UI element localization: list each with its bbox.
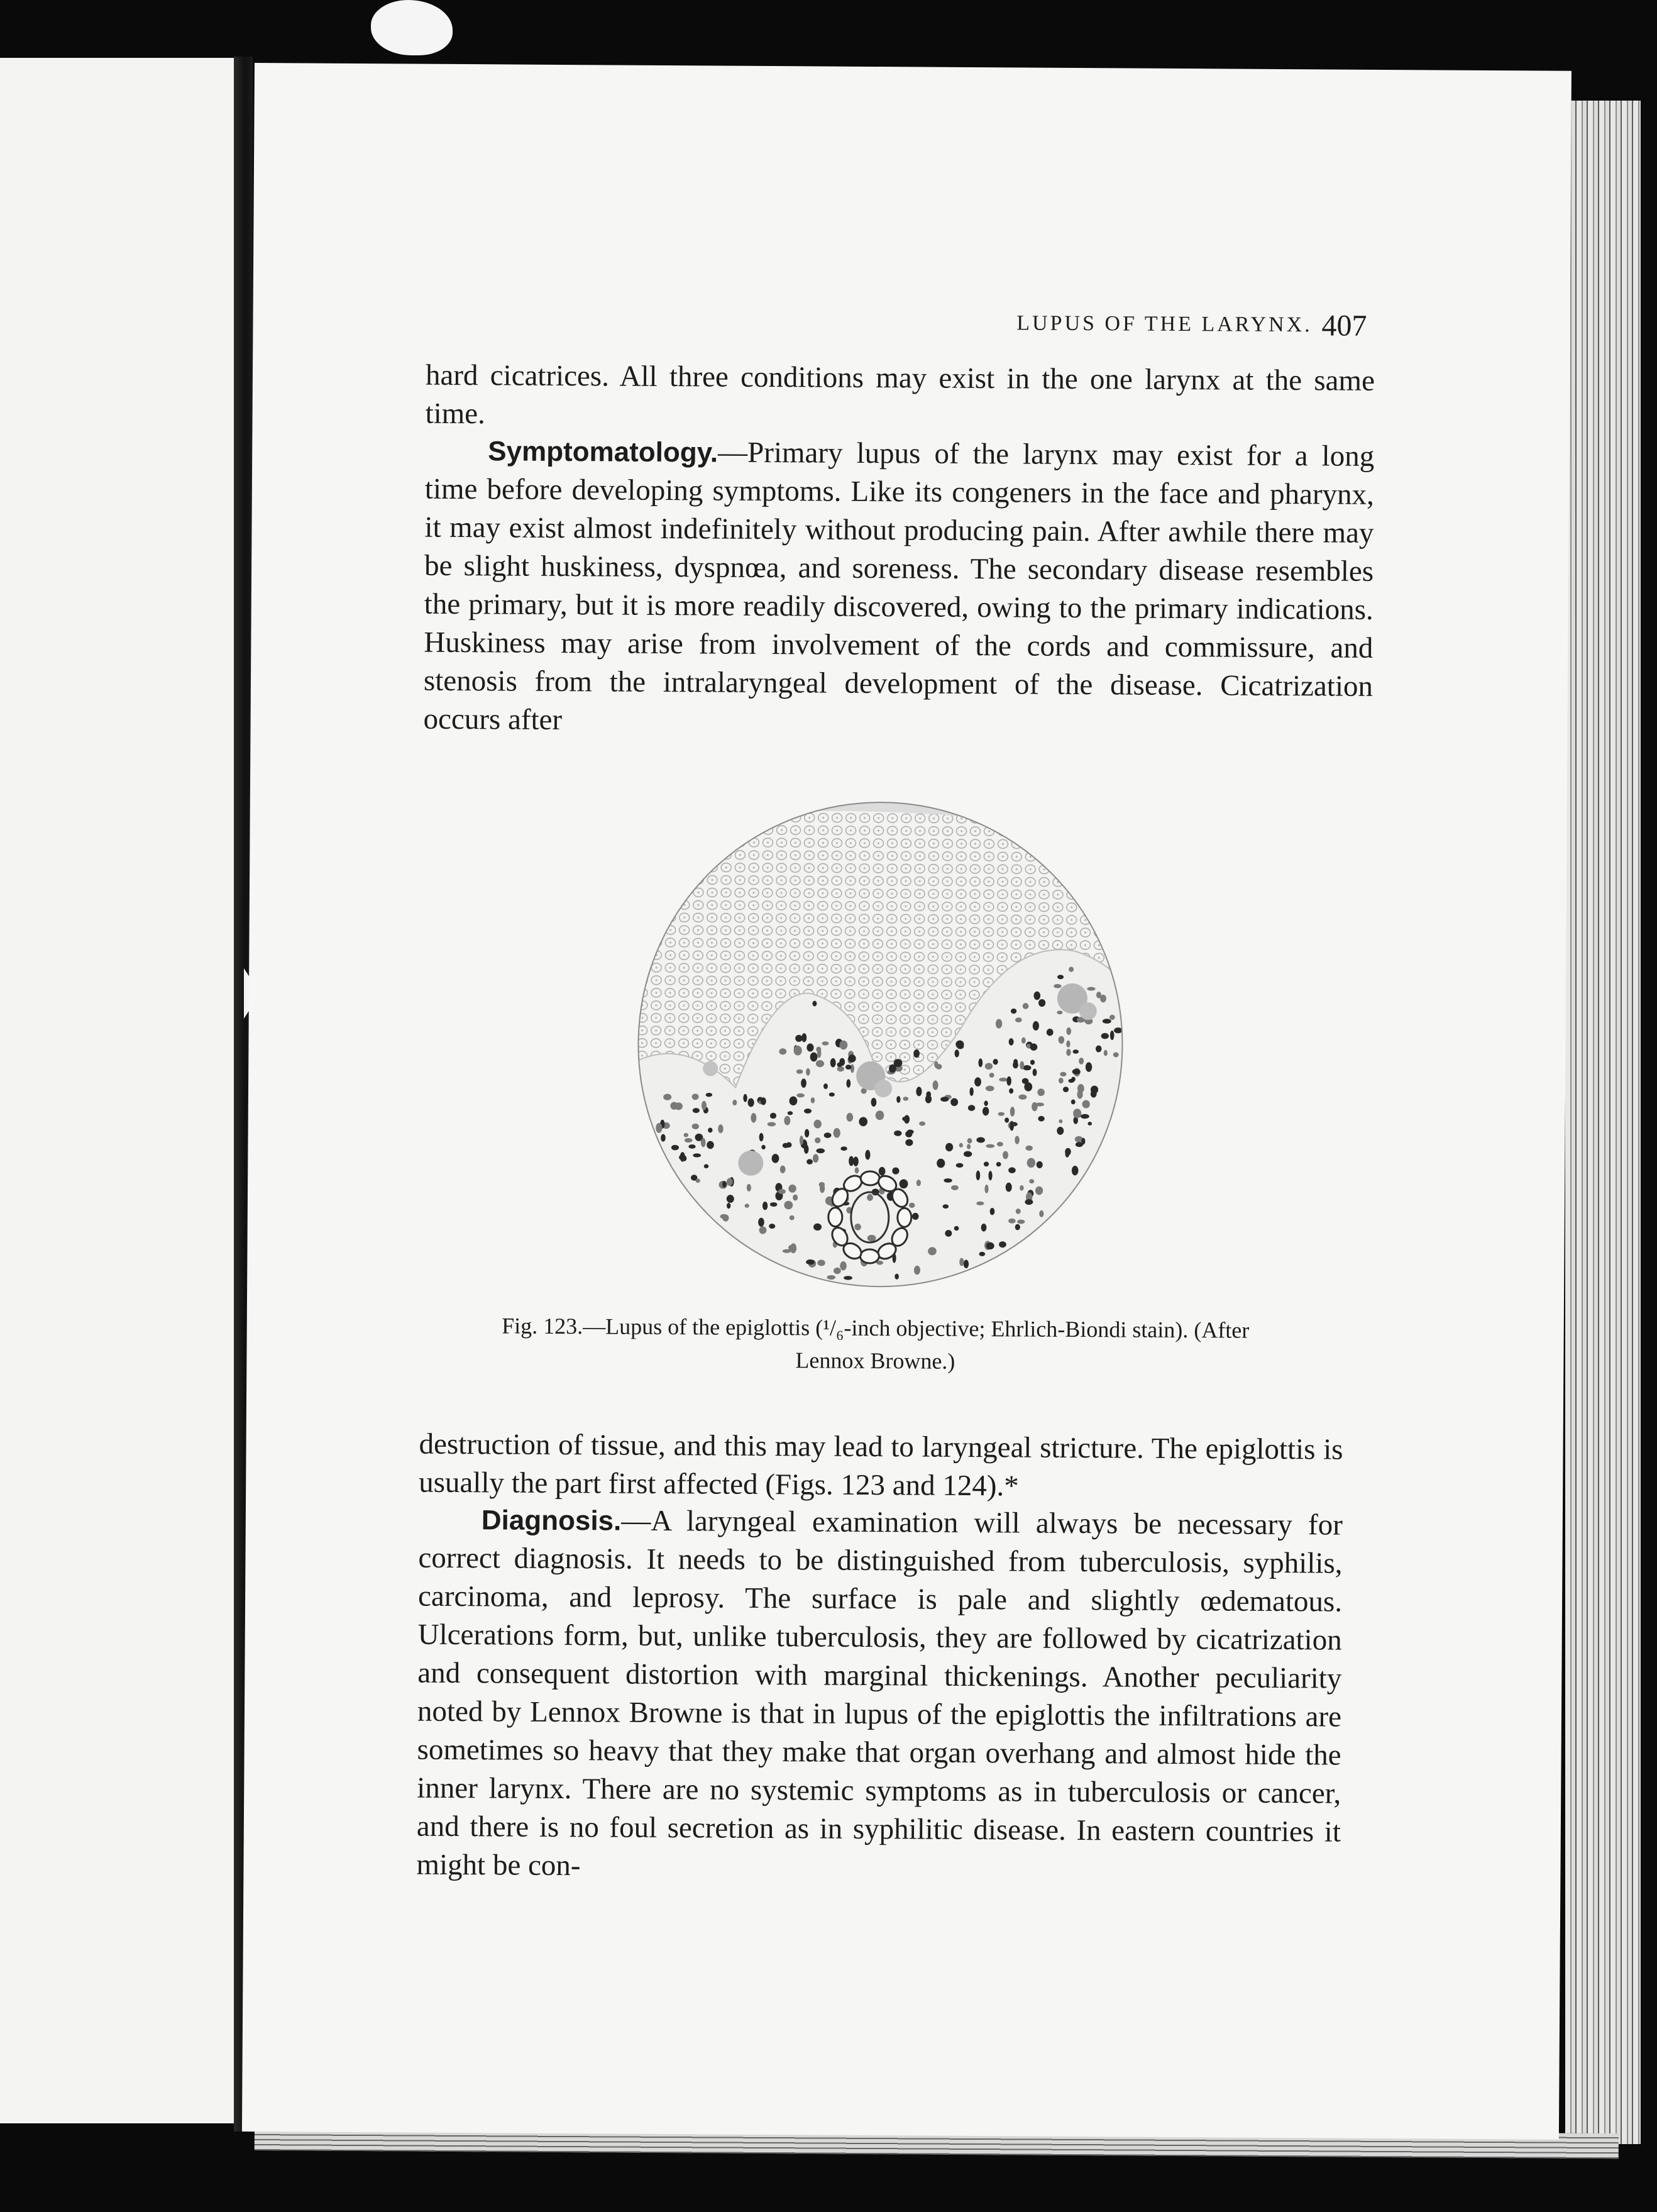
cell-nucleus: [871, 1098, 876, 1107]
cell-nucleus: [1066, 1027, 1071, 1035]
cell-nucleus: [1008, 1167, 1016, 1173]
cell-nucleus: [1027, 1044, 1031, 1048]
cell-nucleus: [900, 1179, 908, 1188]
page-edges: [1565, 101, 1641, 2144]
cell-nucleus: [1096, 1046, 1102, 1053]
cell-nucleus: [1068, 1079, 1074, 1083]
cell-nucleus: [813, 1224, 822, 1230]
cell-nucleus: [1033, 992, 1040, 1000]
cell-nucleus: [967, 1138, 972, 1144]
right-page: [242, 63, 1572, 2140]
cell-nucleus: [770, 1202, 778, 1207]
cell-nucleus: [894, 1131, 901, 1136]
cell-nucleus: [979, 1252, 985, 1256]
cell-nucleus: [1013, 1061, 1018, 1068]
cell-nucleus: [834, 1268, 841, 1274]
cell-nucleus: [984, 1101, 988, 1106]
cell-nucleus: [661, 1134, 666, 1142]
cell-nucleus: [916, 1087, 922, 1096]
page-number: 407: [1321, 309, 1367, 343]
cell-nucleus: [1030, 1043, 1038, 1050]
cell-nucleus: [806, 1159, 813, 1164]
cell-nucleus: [909, 1203, 915, 1208]
cell-nucleus: [720, 1214, 727, 1219]
cell-nucleus: [1072, 1049, 1079, 1054]
cell-nucleus: [919, 1121, 925, 1125]
cell-nucleus: [722, 1181, 726, 1188]
cell-nucleus: [1011, 1009, 1016, 1014]
cell-nucleus: [732, 1100, 737, 1105]
running-head: LUPUS OF THE LARYNX.: [1016, 311, 1313, 337]
cell-nucleus: [1003, 1151, 1008, 1159]
cell-nucleus: [1057, 975, 1064, 979]
cell-nucleus: [984, 1161, 989, 1166]
cell-nucleus: [1066, 1049, 1071, 1056]
cell-nucleus: [1059, 1078, 1064, 1083]
cell-nucleus: [1072, 1069, 1081, 1075]
cell-nucleus: [840, 1146, 847, 1151]
cell-nucleus: [1015, 1224, 1020, 1230]
cell-nucleus: [706, 1093, 713, 1097]
cell-nucleus: [867, 1235, 876, 1242]
gland-cell: [860, 1249, 879, 1263]
cell-nucleus: [747, 1098, 754, 1107]
cell-nucleus: [824, 1132, 832, 1138]
cell-nucleus: [692, 1124, 699, 1129]
figure-caption: [466, 1309, 1284, 1380]
cell-nucleus: [917, 1180, 921, 1186]
cell-nucleus: [770, 1113, 776, 1119]
cell-nucleus: [968, 1105, 975, 1111]
cell-nucleus: [829, 1092, 835, 1097]
cell-nucleus: [670, 1102, 678, 1109]
cell-nucleus: [937, 1159, 945, 1168]
cell-nucleus: [895, 1274, 899, 1280]
cell-nucleus: [682, 1156, 686, 1161]
cell-nucleus: [989, 1073, 994, 1078]
cell-nucleus: [964, 1259, 969, 1268]
cell-nucleus: [1009, 1088, 1013, 1094]
cell-nucleus: [780, 1166, 786, 1173]
cell-nucleus: [846, 1113, 853, 1122]
cell-nucleus: [1035, 1186, 1043, 1195]
cell-nucleus: [867, 1194, 873, 1201]
gland-cell: [828, 1208, 842, 1227]
section-heading-symptomatology: Symptomatology.: [488, 436, 718, 468]
paragraph-body: —Primary lupus of the larynx may exist for a long time before developing symptoms. Like its congeners in the face and pharynx, it may exist almost indefinitely without producing pain. After awhile there may be slight huskiness, dyspnœa, and soreness. The secondary disease resembles the primary, but it is more readily discovered, owing to the primary indications. Huskiness may arise from involvement of the cords and commissure, and stenosis from the intralaryngeal development of the disease. Cicatrization occurs after: [423, 436, 1375, 737]
cell-nucleus: [928, 1247, 937, 1255]
cell-nucleus: [839, 1058, 845, 1066]
cell-nucleus: [813, 1154, 818, 1163]
cell-nucleus: [997, 1142, 1003, 1146]
paragraph-destruction: destruction of tissue, and this may lead to laryngeal stricture. The epiglottis is usually the part first affected (Figs. 123 and 124).*: [419, 1427, 1343, 1503]
cell-nucleus: [1063, 1087, 1069, 1092]
cell-nucleus: [815, 1137, 820, 1143]
cell-nucleus: [811, 1097, 815, 1103]
cell-nucleus: [1033, 1021, 1039, 1031]
cell-nucleus: [951, 1185, 959, 1190]
cell-nucleus: [806, 1259, 815, 1264]
cell-nucleus: [759, 1226, 767, 1234]
cell-nucleus: [840, 1261, 847, 1270]
cell-nucleus: [695, 1179, 700, 1183]
cell-nucleus: [758, 1218, 764, 1227]
cell-nucleus: [1021, 1037, 1026, 1044]
cell-nucleus: [784, 1116, 790, 1125]
cell-nucleus: [999, 1241, 1006, 1247]
cell-nucleus: [983, 1107, 989, 1115]
cell-nucleus: [1057, 1010, 1062, 1014]
cell-nucleus: [1005, 1117, 1009, 1122]
cell-nucleus: [1072, 1166, 1079, 1175]
cell-nucleus: [981, 1224, 987, 1232]
cell-nucleus: [1027, 1158, 1035, 1168]
cell-nucleus: [806, 1043, 813, 1051]
paragraph-body: —A laryngeal examination will always be necessary for correct diagnosis. It needs to be distinguished from tuberculosis, syphilis, carcinoma, and leprosy. The surface is pale and slightly œdematous. Ulcerations form, but, unlike tuberculosis, they are followed by cicatrization and consequent distortion with marginal thickenings. Another peculiarity noted by Lennox Browne is that in lupus of the epiglottis the infiltrations are sometimes so heavy that they make that organ overhang and almost hide the inner larynx. There are no systemic symptoms as in tuberculosis or cancer, and there is no foul secretion as in syphilitic disease. In eastern countries it might be con-: [416, 1504, 1343, 1883]
cell-nucleus: [914, 1266, 920, 1275]
cell-nucleus: [879, 1167, 886, 1176]
cell-nucleus: [985, 1063, 993, 1070]
cell-nucleus: [990, 1208, 995, 1215]
paragraph-symptomatology: [423, 432, 1374, 744]
cell-nucleus: [663, 1094, 671, 1100]
cell-nucleus: [942, 1204, 949, 1208]
cell-nucleus: [708, 1127, 712, 1132]
cell-nucleus: [796, 1070, 803, 1074]
cell-nucleus: [834, 1128, 840, 1138]
cell-nucleus: [1060, 1072, 1066, 1076]
cell-nucleus: [707, 1141, 714, 1149]
cell-nucleus: [859, 1117, 867, 1126]
cell-nucleus: [1032, 1102, 1038, 1111]
cell-nucleus: [855, 1167, 859, 1173]
cell-nucleus: [986, 1086, 994, 1092]
cell-nucleus: [793, 1046, 801, 1056]
cell-nucleus: [964, 1151, 972, 1157]
cell-nucleus: [1018, 1095, 1027, 1100]
cell-nucleus: [1016, 1208, 1021, 1214]
cell-nucleus: [1057, 1127, 1064, 1135]
cell-nucleus: [892, 1168, 899, 1175]
cell-nucleus: [1037, 1161, 1043, 1168]
cell-nucleus: [913, 1049, 920, 1058]
cell-nucleus: [671, 1145, 679, 1151]
cell-nucleus: [1069, 966, 1074, 971]
cell-nucleus: [1087, 1122, 1092, 1125]
cell-nucleus: [1104, 1050, 1108, 1056]
cell-nucleus: [905, 1139, 913, 1146]
cell-nucleus: [1113, 1052, 1119, 1057]
cell-nucleus: [727, 1203, 730, 1208]
cell-nucleus: [727, 1178, 733, 1186]
cell-nucleus: [935, 1064, 942, 1070]
cell-nucleus: [954, 1226, 959, 1230]
cell-nucleus: [1065, 1148, 1071, 1156]
cell-nucleus: [950, 1098, 958, 1106]
cell-nucleus: [854, 1224, 861, 1230]
cell-nucleus: [1020, 1185, 1023, 1191]
figure-label: Fig. 123.: [502, 1313, 583, 1339]
cell-nucleus: [1038, 999, 1045, 1007]
cell-nucleus: [1037, 1088, 1045, 1096]
cell-nucleus: [959, 1143, 963, 1147]
cell-nucleus: [778, 1189, 786, 1194]
cell-nucleus: [996, 1162, 1001, 1166]
cell-nucleus: [813, 1120, 821, 1129]
cell-nucleus: [845, 1065, 852, 1070]
cell-nucleus: [684, 1133, 688, 1137]
cell-nucleus: [1023, 1003, 1029, 1009]
cell-nucleus: [656, 1123, 662, 1133]
cell-nucleus: [1006, 1183, 1012, 1192]
paragraph-diagnosis: [416, 1501, 1343, 1890]
cell-nucleus: [1078, 1086, 1082, 1093]
cell-nucleus: [793, 1195, 798, 1201]
cell-nucleus: [986, 1242, 994, 1249]
cell-nucleus: [823, 1083, 828, 1089]
cell-nucleus: [790, 1215, 795, 1220]
cell-nucleus: [789, 1097, 797, 1105]
cell-nucleus: [817, 1259, 825, 1266]
cell-nucleus: [1109, 1015, 1115, 1020]
cell-nucleus: [902, 1117, 906, 1120]
gland-cell: [861, 1171, 879, 1185]
left-page: [0, 58, 235, 2123]
cell-nucleus: [804, 1109, 812, 1114]
cell-nucleus: [976, 1137, 985, 1142]
cell-nucleus: [848, 1054, 856, 1063]
cell-nucleus: [788, 1111, 793, 1115]
cell-nucleus: [1015, 1017, 1022, 1022]
cell-nucleus: [704, 1164, 709, 1168]
cell-nucleus: [810, 1053, 818, 1062]
cell-nucleus: [1091, 1090, 1097, 1098]
cell-nucleus: [1082, 1100, 1089, 1109]
cell-nucleus: [1096, 992, 1101, 998]
cell-nucleus: [1076, 1142, 1083, 1147]
cell-nucleus: [925, 1095, 932, 1103]
cell-nucleus: [788, 1185, 796, 1193]
cell-nucleus: [974, 1077, 981, 1087]
cell-nucleus: [957, 1044, 964, 1049]
cell-nucleus: [876, 1110, 884, 1120]
cell-nucleus: [967, 1144, 971, 1149]
cell-nucleus: [1101, 1033, 1109, 1039]
histology-figure: [634, 798, 1127, 1291]
cell-nucleus: [1008, 1219, 1016, 1224]
cell-nucleus: [761, 1145, 766, 1149]
cell-nucleus: [1059, 1119, 1062, 1123]
cell-nucleus: [906, 1129, 913, 1134]
cell-nucleus: [790, 1243, 796, 1253]
section-heading-diagnosis: Diagnosis.: [481, 1505, 622, 1537]
epiglottis-micrograph: [634, 798, 1127, 1291]
cell-nucleus: [1071, 1100, 1076, 1105]
cell-nucleus: [783, 1143, 789, 1148]
cell-nucleus: [1025, 1199, 1033, 1205]
cell-nucleus: [1039, 1210, 1043, 1217]
cell-nucleus: [1058, 1036, 1064, 1044]
cell-nucleus: [993, 1059, 998, 1065]
cell-nucleus: [762, 1202, 768, 1210]
gland-cell: [898, 1208, 911, 1227]
cell-nucleus: [744, 1203, 749, 1207]
paragraph-continuation: hard cicatrices. All three conditions may exist in the one larynx at the same time.: [425, 358, 1375, 431]
cell-nucleus: [1114, 1027, 1123, 1033]
cell-nucleus: [1038, 1116, 1044, 1122]
cell-nucleus: [692, 1093, 699, 1100]
cell-nucleus: [996, 1019, 1002, 1029]
cell-nucleus: [1009, 1038, 1014, 1045]
cell-nucleus: [945, 1143, 953, 1151]
caption-text: —Lupus of the epiglottis (¹/₆-inch objective; Ehrlich-Biondi stain). (After Lennox Browne.): [583, 1313, 1250, 1374]
scan-artifact: [371, 0, 453, 55]
cell-nucleus: [769, 1224, 775, 1229]
cell-nucleus: [1086, 1062, 1092, 1071]
cell-nucleus: [839, 1041, 847, 1050]
cell-nucleus: [1029, 1179, 1034, 1183]
cell-nucleus: [816, 1060, 824, 1067]
cell-nucleus: [812, 1001, 817, 1007]
cell-nucleus: [830, 1058, 836, 1067]
cell-nucleus: [795, 1035, 803, 1042]
cell-nucleus: [1079, 1058, 1084, 1065]
cell-nucleus: [772, 1154, 779, 1163]
cell-nucleus: [894, 1059, 903, 1067]
cell-nucleus: [727, 1195, 734, 1203]
cell-nucleus: [693, 1108, 700, 1113]
cell-nucleus: [945, 1230, 952, 1237]
cell-nucleus: [1030, 1059, 1035, 1065]
cell-nucleus: [903, 1097, 908, 1100]
cell-nucleus: [761, 1097, 766, 1105]
cell-nucleus: [779, 1048, 786, 1054]
cell-nucleus: [912, 1213, 919, 1220]
cell-nucleus: [1025, 1146, 1032, 1151]
cell-nucleus: [956, 1163, 964, 1168]
cell-nucleus: [837, 1066, 844, 1071]
cell-nucleus: [784, 1201, 793, 1210]
cell-nucleus: [1047, 1029, 1054, 1036]
cell-nucleus: [1024, 1082, 1032, 1091]
cell-nucleus: [1073, 1109, 1081, 1118]
